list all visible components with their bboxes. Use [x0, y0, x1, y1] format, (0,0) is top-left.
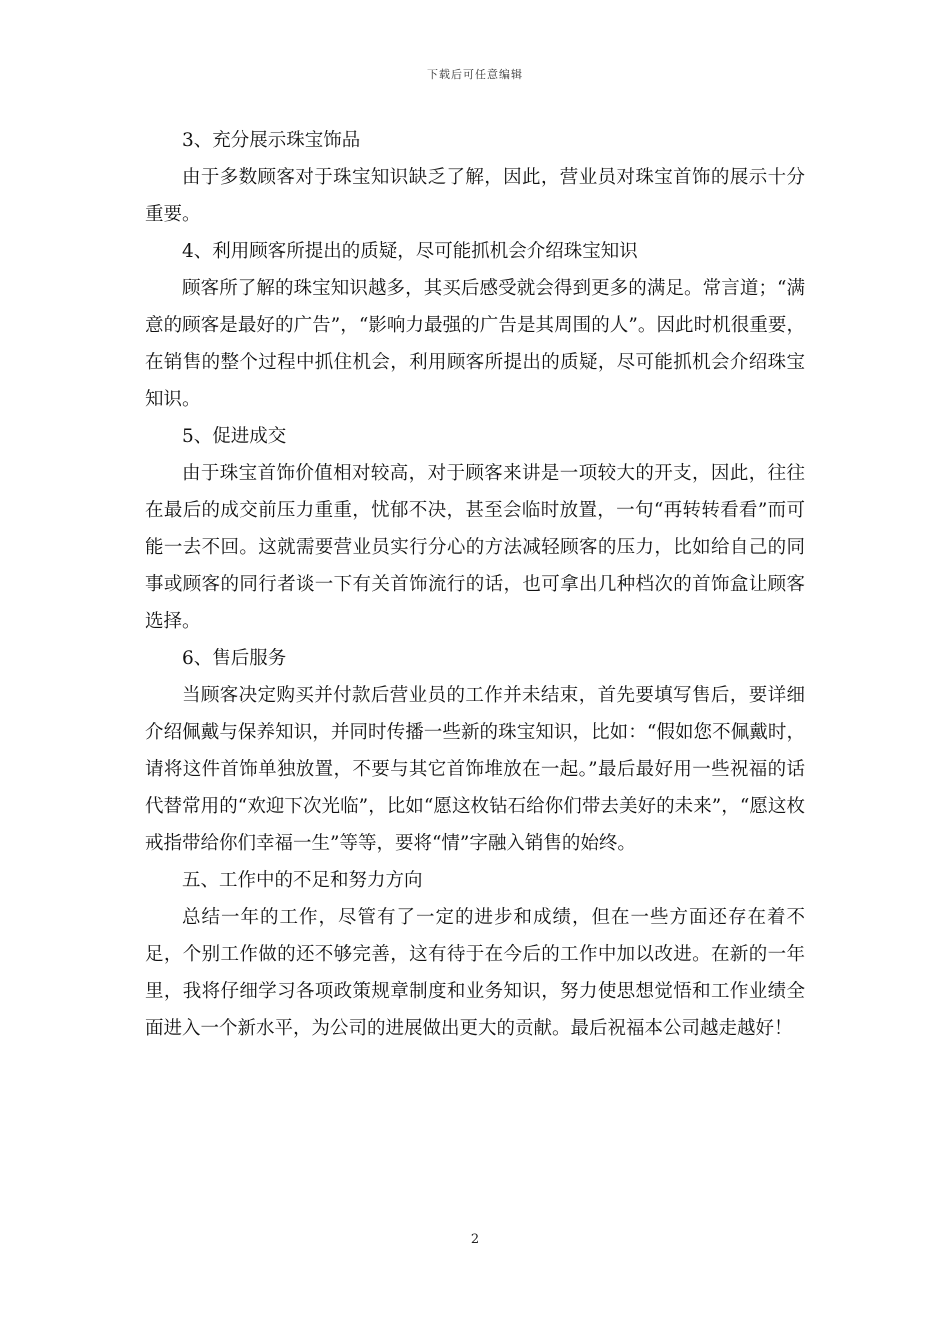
section-heading-aftersales: 6、售后服务 [182, 648, 287, 669]
paragraph-display: 由于多数顾客对于珠宝知识缺乏了解，因此，营业员对珠宝首饰的展示十分重要。 [145, 167, 805, 225]
document-body [145, 122, 805, 1047]
page-number: 2 [470, 1232, 480, 1247]
paragraph-shortcomings: 总结一年的工作，尽管有了一定的进步和成绩，但在一些方面还存在着不足，个别工作做的还不够完善，这有待于在今后的工作中加以改进。在新的一年里，我将仔细学习各项政策规章制度和业务知识，努力使思想觉悟和工作业绩全面进入一个新水平，为公司的进展做出更大的贡献。最后祝福本公司越走越好！ [145, 907, 805, 1039]
paragraph-closing: 由于珠宝首饰价值相对较高，对于顾客来讲是一项较大的开支，因此，往往在最后的成交前压力重重，忧郁不决，甚至会临时放置，一句“再转转看看”而可能一去不回。这就需要营业员实行分心的方法减轻顾客的压力，比如给自己的同事或顾客的同行者谈一下有关首饰流行的话，也可拿出几种档次的首饰盒让顾客选择。 [145, 463, 805, 632]
page-header: 下载后可任意编辑 [427, 68, 523, 81]
section-heading-display: 3、充分展示珠宝饰品 [182, 130, 361, 151]
section-heading-closing: 5、促进成交 [182, 426, 287, 447]
paragraph-questions: 顾客所了解的珠宝知识越多，其买后感受就会得到更多的满足。常言道；“满意的顾客是最好的广告”，“影响力最强的广告是其周围的人”。因此时机很重要，在销售的整个过程中抓住机会，利用顾客所提出的质疑，尽可能抓机会介绍珠宝知识。 [145, 278, 805, 410]
section-heading-questions: 4、利用顾客所提出的质疑，尽可能抓机会介绍珠宝知识 [182, 241, 638, 262]
paragraph-aftersales: 当顾客决定购买并付款后营业员的工作并未结束，首先要填写售后，要详细介绍佩戴与保养知识，并同时传播一些新的珠宝知识，比如：“假如您不佩戴时，请将这件首饰单独放置，不要与其它首饰堆放在一起。”最后最好用一些祝福的话代替常用的“欢迎下次光临”，比如“愿这枚钻石给你们带去美好的未来”，“愿这枚戒指带给你们幸福一生”等等，要将“情”字融入销售的始终。 [145, 685, 805, 854]
section-heading-shortcomings: 五、工作中的不足和努力方向 [182, 870, 423, 891]
